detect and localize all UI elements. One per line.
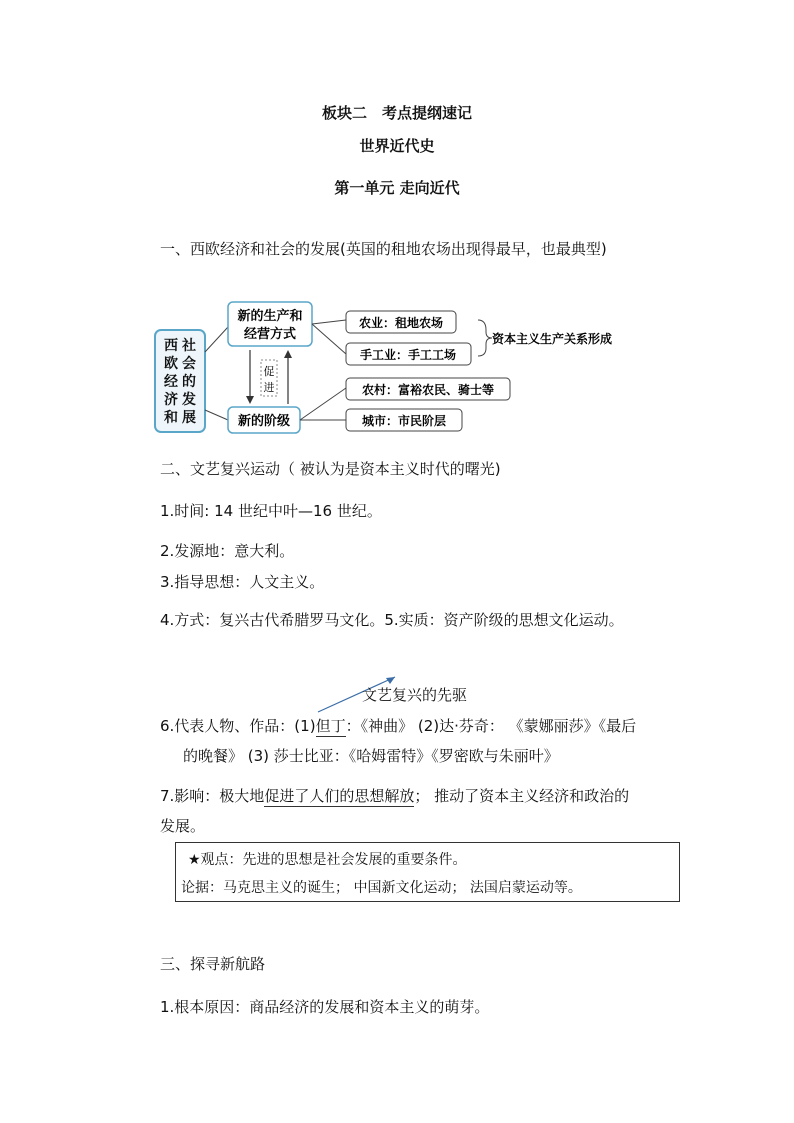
result-label: 资本主义生产关系形成: [492, 332, 613, 346]
root-char: 和: [164, 410, 178, 426]
item6-rest: ：《神曲》 (2)达·芬奇： 《蒙娜丽莎》《最后: [345, 717, 637, 735]
item6-dante: 但丁: [315, 717, 346, 735]
section-title: 世界近代史: [359, 137, 435, 155]
craft-label: 手工业：手工工场: [359, 348, 457, 362]
root-col-right: [181, 337, 196, 426]
root-char: 经: [164, 374, 178, 390]
root-char: 社: [182, 338, 196, 354]
part3-heading: 三、探寻新航路: [160, 955, 266, 973]
node-new-class-label: 新的阶级: [237, 414, 291, 429]
promote-char: 进: [263, 381, 275, 394]
rural-label: 农村：富裕农民、骑士等: [361, 383, 495, 397]
item-origin: 2.发源地：意大利。: [160, 542, 295, 560]
item-representatives: [160, 715, 636, 736]
item7-rest: ； 推动了资本主义经济和政治的: [414, 787, 630, 805]
item-root-cause: 1.根本原因：商品经济的发展和资本主义的萌芽。: [160, 998, 490, 1016]
node-production-line1: 新的生产和: [237, 309, 303, 324]
result-brace: [478, 320, 492, 356]
root-box: [155, 330, 205, 432]
item-guiding-idea: 3.指导思想：人文主义。: [160, 573, 325, 591]
item-influence-line2: 发展。: [160, 817, 206, 835]
item7-prefix: 7.影响：极大地: [160, 787, 265, 805]
root-col-left: [164, 338, 178, 426]
root-char: 会: [182, 356, 196, 372]
block-title: 板块二 考点提纲速记: [321, 104, 472, 122]
viewpoint-box: [175, 842, 680, 902]
agri-label: 农业：租地农场: [358, 316, 444, 330]
promote-char: 促: [263, 365, 275, 378]
part2-heading: 二、文艺复兴运动（ 被认为是资本主义时代的曙光): [160, 460, 501, 478]
item-representatives-line2: 的晚餐》 (3) 莎士比亚：《哈姆雷特》《罗密欧与朱丽叶》: [183, 747, 559, 765]
item-influence: [160, 785, 629, 806]
root-char: 发: [182, 392, 196, 408]
root-char: 西: [164, 338, 178, 354]
economy-society-diagram: [0, 292, 794, 462]
node-production-line2: 经营方式: [243, 327, 297, 342]
item-method-essence: 4.方式：复兴古代希腊罗马文化。5.实质：资产阶级的思想文化运动。: [160, 611, 624, 629]
city-label: 城市：市民阶层: [361, 414, 447, 428]
unit-title: 第一单元 走向近代: [334, 179, 460, 197]
root-char: 欧: [164, 356, 178, 372]
item6-prefix: 6.代表人物、作品：(1): [160, 717, 316, 735]
root-char: 济: [164, 392, 178, 408]
item7-underlined: 促进了人们的思想解放: [264, 787, 415, 805]
evidence: 论据：马克思主义的诞生； 中国新文化运动； 法国启蒙运动等。: [181, 880, 582, 896]
root-char: 展: [182, 410, 196, 426]
root-char: 的: [182, 374, 196, 390]
item-time: 1.时间: 14 世纪中叶—16 世纪。: [160, 502, 382, 520]
part1-heading: 一、西欧经济和社会的发展(英国的租地农场出现得最早，也最典型): [160, 240, 607, 258]
pioneer-note: 文艺复兴的先驱: [362, 686, 468, 704]
viewpoint: ★观点：先进的思想是社会发展的重要条件。: [188, 852, 467, 868]
